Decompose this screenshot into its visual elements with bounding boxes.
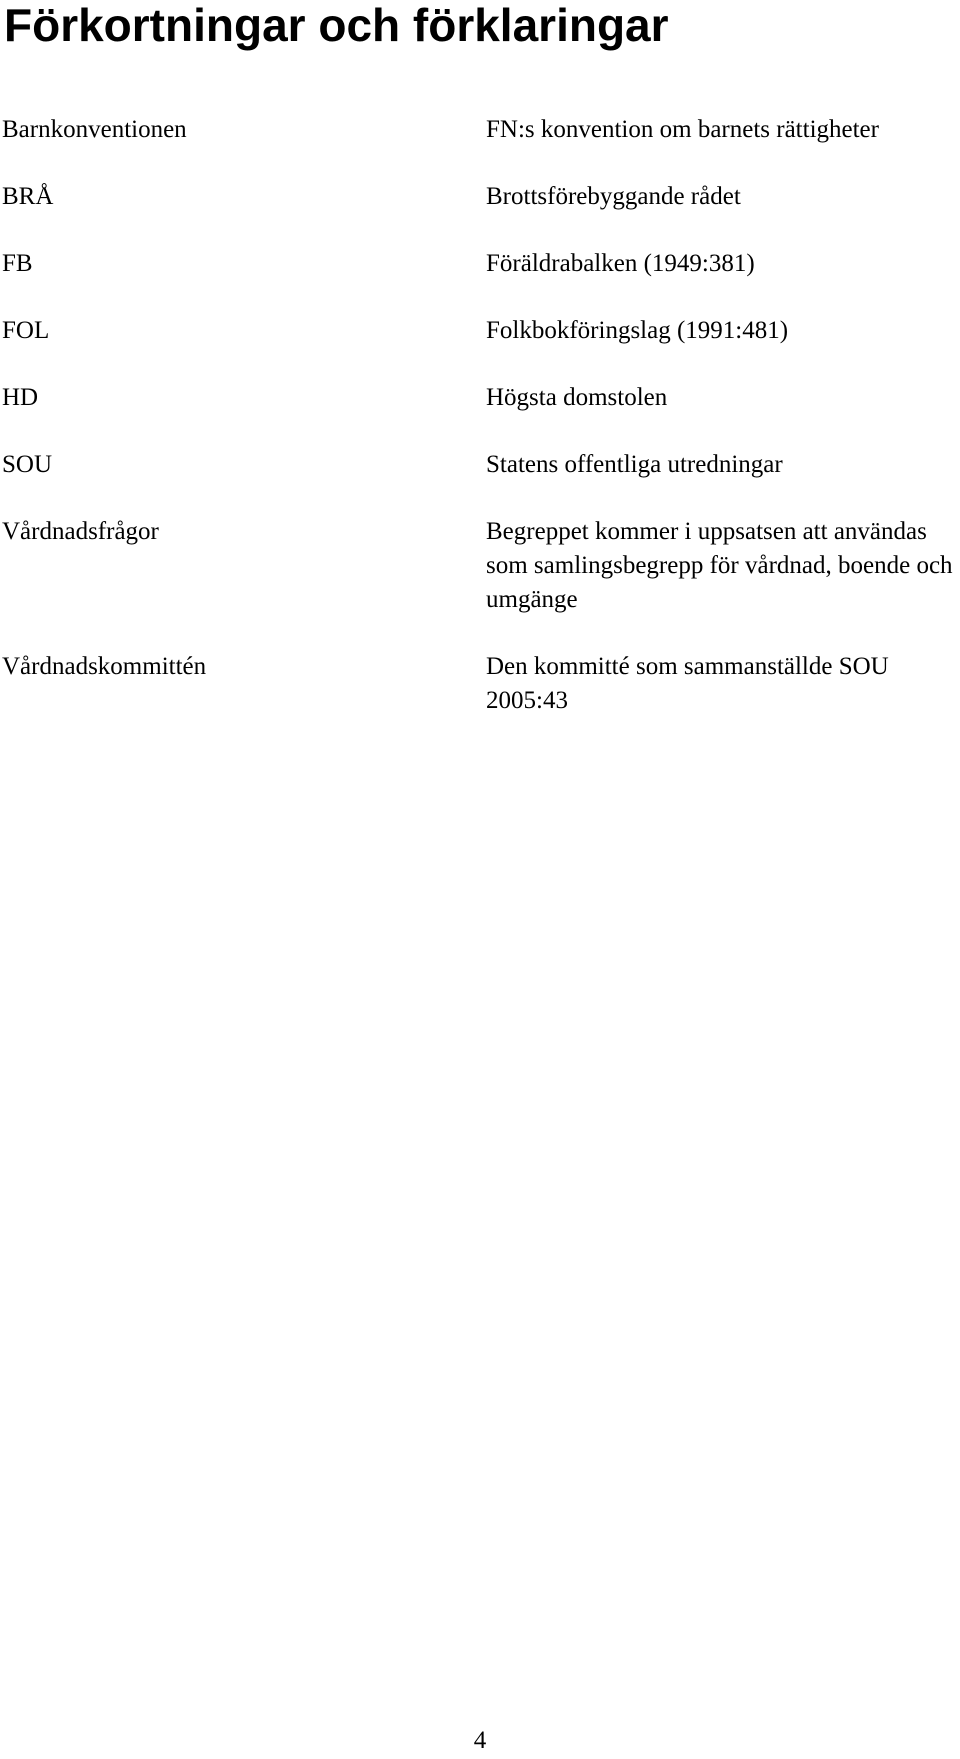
page-number: 4 (473, 1727, 487, 1754)
abbreviation-row (0, 113, 960, 147)
abbreviation-definition: Statens offentliga utredningar (486, 451, 783, 478)
abbreviation-definition: Högsta domstolen (486, 384, 668, 411)
abbreviation-definition: Den kommitté som sammanställde SOU 2005:43 (486, 653, 889, 714)
abbreviation-term: BRÅ (2, 183, 54, 210)
abbreviation-term: Vårdnadsfrågor (2, 518, 159, 545)
abbreviation-term: Barnkonventionen (2, 116, 187, 143)
abbreviation-list (0, 113, 960, 751)
abbreviation-row (0, 650, 960, 718)
abbreviation-row (0, 381, 960, 415)
abbreviation-definition: FN:s konvention om barnets rättigheter (486, 116, 879, 143)
abbreviation-term: FOL (2, 317, 50, 344)
abbreviation-term: Vårdnadskommittén (2, 653, 207, 680)
abbreviation-definition: Föräldrabalken (1949:381) (486, 250, 755, 277)
abbreviation-row (0, 314, 960, 348)
abbreviation-row (0, 515, 960, 617)
abbreviation-definition: Brottsförebyggande rådet (486, 183, 741, 210)
abbreviation-term: FB (2, 250, 33, 277)
abbreviation-term: HD (2, 384, 39, 411)
abbreviation-row (0, 448, 960, 482)
abbreviation-row (0, 180, 960, 214)
abbreviation-definition: Folkbokföringslag (1991:481) (486, 317, 789, 344)
abbreviation-row (0, 247, 960, 281)
abbreviation-definition: Begreppet kommer i uppsatsen att användas som samlingsbegrepp för vårdnad, boende och umgänge (486, 518, 953, 613)
page-title: Förkortningar och förklaringar (4, 0, 669, 51)
abbreviation-term: SOU (2, 451, 53, 478)
